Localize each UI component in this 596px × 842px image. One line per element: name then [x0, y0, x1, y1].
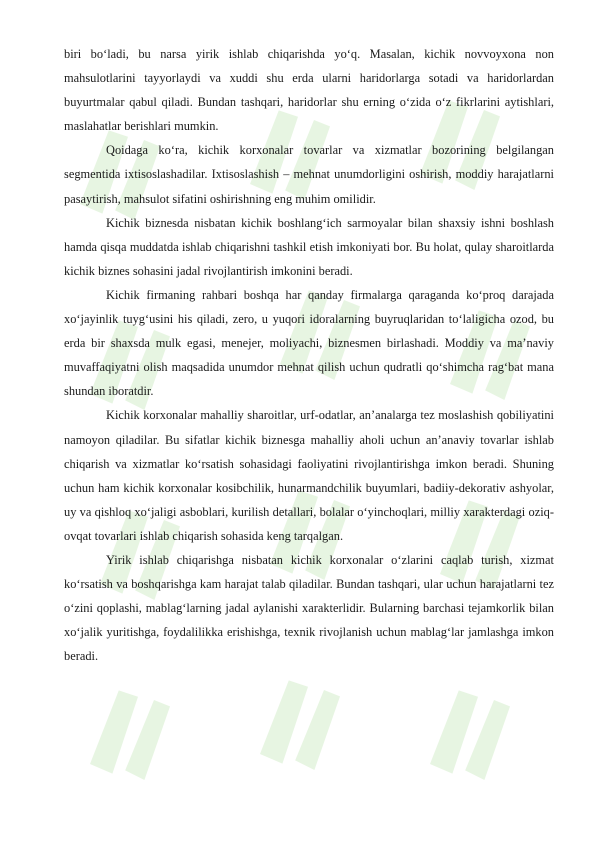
- document-body: [64, 42, 554, 668]
- paragraph: Yirik ishlab chiqarishga nisbatan kichik korxonalar o‘zlarini caqlab turish, xizmat ko‘rsatish va boshqarishga kam harajat talab qiladilar. Bundan tashqari, ular uchun harajatlarni tez o‘zini qoplashi, mablag‘larning jadal aylanishi xarakterlidir. Bularning barchasi tejamkorlik bilan xo‘jalik yuritishga, foydalilikka erishishga, texnik rivojlanish uchun mablag‘lar jamlashga imkon beradi.: [64, 552, 554, 664]
- paragraph: Kichik korxonalar mahalliy sharoitlar, urf-odatlar, an’analarga tez moslashish qobiliyatini namoyon qiladilar. Bu sifatlar kichik biznesga mahalliy aholi uchun an’anaviy tovarlar ishlab chiqarish va xizmatlar ko‘rsatish sohasidagi faoliyatini rivojlantirishga imkon beradi. Shuning uchun ham kichik korxonalar kosibchilik, hunarmandchilik buyumlari, badiiy-dekorativ ashyolar, uy va qishloq xo‘jaligi asboblari, kurilish detallari, bolalar o‘yinchoqlari, milliy xarakterdagi oziq-ovqat tovarlari ishlab chiqarish sohasida keng tarqalgan.: [64, 408, 554, 543]
- watermark-mark: [260, 680, 340, 770]
- paragraph: Kichik firmaning rahbari boshqa har qanday firmalarga qaraganda ko‘proq darajada xo‘jayinlik tuyg‘usini his qiladi, zero, u yuqori idoralarning buyruqlaridan to‘laligicha ozod, bu erda bir shaxsda mulk egasi, menejer, moliyachi, biznesmen birlashadi. Moddiy va ma’naviy muvaffaqiyatni olish maqsadida unumdor mehnat qilish uchun qudratli qo‘shimcha rag‘bat mana shundan iboratdir.: [64, 287, 554, 399]
- watermark-mark: [430, 690, 510, 780]
- paragraph: Kichik biznesda nisbatan kichik boshlang‘ich sarmoyalar bilan shaxsiy ishni boshlash hamda qisqa muddatda ishlab chiqarishni tashkil etish imkoniyati bor. Bu holat, qulay sharoitlarda kichik biznes sohasini jadal rivojlantirish imkonini beradi.: [64, 215, 554, 278]
- paragraph: biri bo‘ladi, bu narsa yirik ishlab chiqarishda yo‘q. Masalan, kichik novvoyxona non mahsulotlarini tayyorlaydi va xuddi shu erda ularni haridorlarga sotadi va haridorlardan buyurtmalar qabul qiladi. Bundan tashqari, haridorlar shu erning o‘zida o‘z fikrlarini aytishlari, maslahatlar berishlari mumkin.: [64, 47, 554, 134]
- paragraph: Qoidaga ko‘ra, kichik korxonalar tovarlar va xizmatlar bozorining belgilangan segmentida ixtisoslashadilar. Ixtisoslashish – mehnat unumdorligini oshirish, moddiy harajatlarni pasaytirish, mahsulot sifatini oshirishning eng muhim omilidir.: [64, 143, 554, 206]
- watermark-mark: [90, 690, 170, 780]
